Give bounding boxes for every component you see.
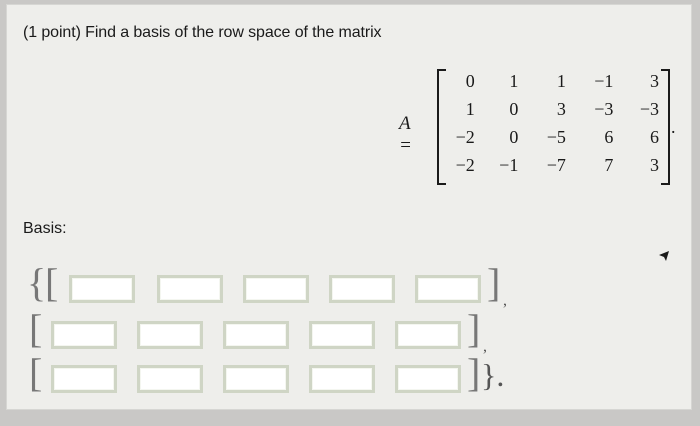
vector-close-bracket: ] bbox=[467, 306, 481, 351]
basis-vector-1-entry-4[interactable] bbox=[329, 275, 395, 303]
matrix-cell: −2 bbox=[455, 154, 475, 175]
matrix-right-bracket bbox=[661, 69, 670, 185]
matrix-left-bracket bbox=[437, 69, 446, 185]
matrix-lhs-text: A = bbox=[399, 113, 412, 156]
matrix-grid bbox=[447, 67, 659, 179]
basis-vector-1-entry-3[interactable] bbox=[243, 275, 309, 303]
vector-open-bracket: [ bbox=[29, 350, 43, 395]
matrix-cell: −5 bbox=[546, 126, 566, 147]
vector-open-bracket: [ bbox=[29, 306, 43, 351]
row-separator: , bbox=[503, 292, 507, 309]
matrix-cell: 0 bbox=[509, 126, 519, 147]
basis-vector-3-entry-4[interactable] bbox=[309, 365, 375, 393]
matrix-cell: 1 bbox=[509, 70, 519, 91]
basis-vector-3-entry-5[interactable] bbox=[395, 365, 461, 393]
matrix-period: . bbox=[671, 117, 676, 137]
basis-label: Basis: bbox=[23, 220, 67, 237]
matrix-cell: 3 bbox=[556, 98, 566, 119]
basis-vector-3-entry-1[interactable] bbox=[51, 365, 117, 393]
matrix-cell: 0 bbox=[509, 98, 519, 119]
matrix-cell: −7 bbox=[546, 154, 566, 175]
open-brace: { bbox=[27, 260, 47, 305]
matrix-row bbox=[447, 95, 659, 123]
basis-vector-2-entry-1[interactable] bbox=[51, 321, 117, 349]
basis-vector-3-entry-3[interactable] bbox=[223, 365, 289, 393]
matrix-cell: 7 bbox=[604, 154, 614, 175]
basis-vector-row bbox=[7, 306, 691, 355]
matrix-cell: −3 bbox=[639, 98, 659, 119]
vector-close-bracket: ] bbox=[487, 260, 501, 305]
question-prompt: (1 point) Find a basis of the row space of the matrix bbox=[23, 24, 382, 41]
basis-vector-2-entry-5[interactable] bbox=[395, 321, 461, 349]
matrix-cell: −3 bbox=[594, 98, 614, 119]
basis-vector-2-entry-2[interactable] bbox=[137, 321, 203, 349]
matrix-cell: 6 bbox=[604, 126, 614, 147]
basis-vector-3-entry-2[interactable] bbox=[137, 365, 203, 393]
basis-vector-1-entry-5[interactable] bbox=[415, 275, 481, 303]
matrix-cell: −2 bbox=[455, 126, 475, 147]
matrix-cell: −1 bbox=[594, 70, 614, 91]
matrix-cell: 6 bbox=[649, 126, 659, 147]
matrix-row bbox=[447, 123, 659, 151]
vector-close-bracket: ] bbox=[467, 350, 481, 395]
basis-vector-1-entry-2[interactable] bbox=[157, 275, 223, 303]
matrix-cell: 3 bbox=[649, 154, 659, 175]
basis-vector-row bbox=[7, 260, 691, 309]
matrix-cell: 0 bbox=[465, 70, 475, 91]
matrix-cell: 1 bbox=[556, 70, 566, 91]
matrix-row bbox=[447, 151, 659, 179]
row-separator: , bbox=[483, 338, 487, 355]
basis-vector-1-entry-1[interactable] bbox=[69, 275, 135, 303]
basis-vector-row bbox=[7, 350, 691, 399]
basis-vector-2-entry-3[interactable] bbox=[223, 321, 289, 349]
question-panel bbox=[6, 4, 692, 410]
matrix-cell: −1 bbox=[499, 154, 519, 175]
basis-vector-2-entry-4[interactable] bbox=[309, 321, 375, 349]
matrix-label bbox=[399, 113, 412, 157]
cursor-icon bbox=[657, 249, 671, 263]
close-brace: }. bbox=[481, 357, 505, 393]
matrix-row bbox=[447, 67, 659, 95]
matrix-cell: 1 bbox=[465, 98, 475, 119]
matrix-cell: 3 bbox=[649, 70, 659, 91]
vector-open-bracket: [ bbox=[45, 260, 59, 305]
